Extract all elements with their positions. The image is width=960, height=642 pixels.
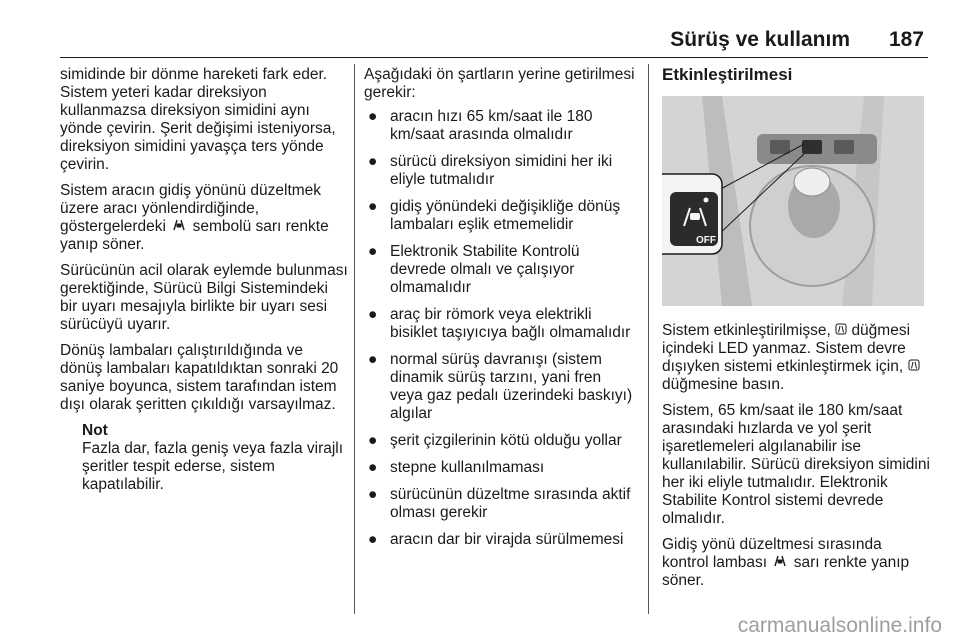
list-item: ● şerit çizgilerinin kötü olduğu yollar	[368, 432, 622, 449]
intro-text: Aşağıdaki ön şartların yerine getirilmesi gerekir:	[364, 66, 635, 101]
list-item: ● sürücü direksiyon simidini her iki eliyle tutmalıdır	[368, 153, 613, 188]
section-title: Sürüş ve kullanım	[670, 28, 850, 51]
precondition-list	[364, 108, 636, 549]
list-item: ● gidiş yönündeki değişikliğe dönüş lambaları eşlik etmemelidir	[368, 198, 621, 233]
paragraph: Sürücünün acil olarak eylemde bulunması gerektiğinde, Sürücü Bilgi Sistemindeki bir uyarı mesajıyla birlikte bir uyarı sesi sürücüyü uyarır.	[60, 262, 348, 334]
lane-button-icon	[908, 358, 920, 376]
column-divider-1	[354, 64, 355, 614]
paragraph: Dönüş lambaları çalıştırıldığında ve dönüş lambaları kapatıldıktan sonraki 20 saniye boyunca, sistem tarafından istem dışı olarak şeritten çıkıldığı varsayılmaz.	[60, 342, 339, 414]
list-item: ● araç bir römork veya elektrikli bisiklet taşıyıcıya bağlı olmamalıdır	[368, 306, 631, 341]
list-item: ● aracın hızı 65 km/saat ile 180 km/saat arasında olmalıdır	[368, 108, 593, 143]
paragraph-text: sembolü sarı renkte yanıp söner.	[60, 218, 329, 254]
column-middle	[364, 66, 636, 558]
list-item: ● stepne kullanılmaması	[368, 459, 545, 476]
list-item: ● normal sürüş davranışı (sistem dinamik sürüş tarzını, yani fren veya gaz pedalı üzerindeki baskıyı) algılar	[368, 351, 633, 422]
paragraph: simidinde bir dönme hareketi fark eder. Sistem yeteri kadar direksiyon kullanmazsa direksiyon simidini aynı yönde çevirin. Şerit değişimi isteniyorsa, direksiyon simidini yavaşça ters yönde çevirin.	[60, 66, 336, 173]
paragraph	[60, 182, 348, 254]
list-item: ● sürücünün düzeltme sırasında aktif olması gerekir	[368, 486, 631, 521]
list-item: ● aracın dar bir virajda sürülmemesi	[368, 531, 624, 548]
paragraph: Gidiş yönü düzeltmesi sırasında kontrol lambası sarı renkte yanıp söner.	[662, 536, 910, 590]
lane-assist-icon	[170, 218, 188, 236]
column-divider-2	[648, 64, 649, 614]
lane-button-icon	[835, 322, 847, 340]
note-box	[82, 422, 348, 494]
lane-assist-icon	[771, 554, 789, 572]
paragraph: Sistem etkinleştirilmişse, düğmesi içindeki LED yanmaz. Sistem devre dışıyken sistemi etkinleştirmek için, düğmesine basın.	[662, 322, 930, 394]
note-text: Fazla dar, fazla geniş veya fazla virajlı şeritler tespit ederse, sistem kapatılabilir.	[82, 440, 344, 494]
list-item: ● Elektronik Stabilite Kontrolü devrede olmalı ve çalışıyor olmamalıdır	[368, 243, 580, 296]
section-heading: Etkinleştirilmesi	[662, 65, 793, 84]
page-number: 187	[888, 28, 924, 51]
console-illustration	[662, 96, 924, 306]
page-header	[60, 24, 928, 54]
console-figure	[662, 96, 924, 306]
paragraph: Sistem, 65 km/saat ile 180 km/saat arasındaki hızlarda ve yol şerit işaretlemeleri algılanabilir ise kullanılabilir. Sürücü direksiyon simidini her iki eliyle tutmalıdır. Elektronik Stabilite Kontrol sistemi devrede olmalıdır.	[662, 402, 930, 528]
off-button-label: OFF	[696, 235, 716, 246]
header-rule	[60, 57, 928, 58]
column-left	[60, 66, 348, 494]
note-title: Not	[82, 422, 108, 440]
column-right	[662, 66, 930, 598]
watermark: carmanualsonline.info	[737, 614, 942, 637]
paragraph-text: Sistem aracın gidiş yönünü düzeltmek üzere aracı yönlendirdiğinde, göstergelerdeki	[60, 182, 322, 236]
